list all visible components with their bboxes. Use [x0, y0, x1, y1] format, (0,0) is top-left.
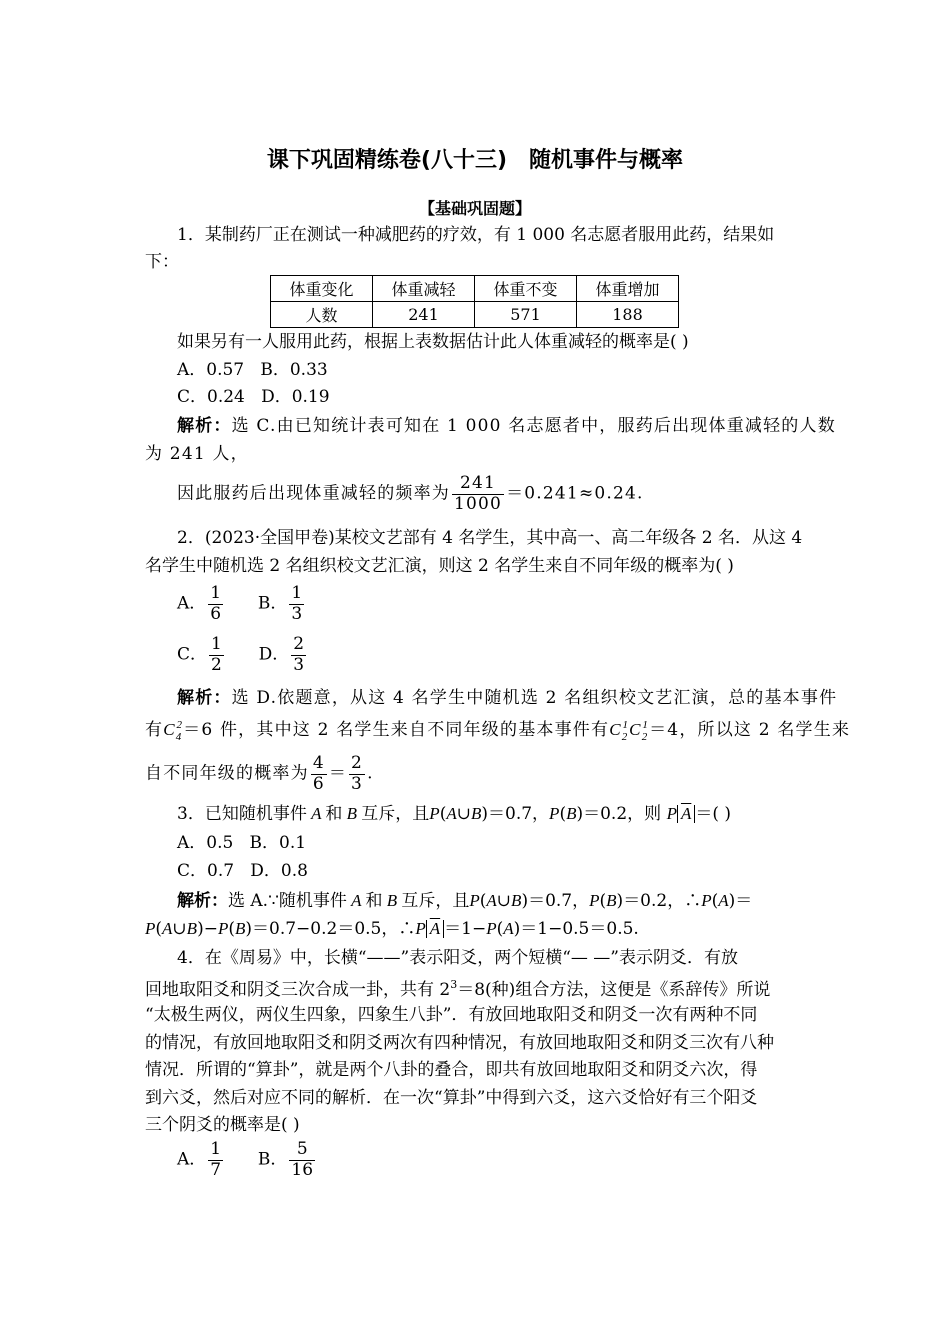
- solution-label: 解析：: [177, 891, 228, 911]
- option-b: B．: [257, 593, 288, 614]
- table-cell: 人数: [271, 302, 373, 328]
- q1-question: 如果另有一人服用此药，根据上表数据估计此人体重减轻的概率是( ): [177, 332, 689, 352]
- page-title: 课下巩固精练卷(八十三) 随机事件与概率: [266, 148, 684, 173]
- fraction: $\frac{1}{6}$: [210, 583, 222, 624]
- option-c: C．0.24: [177, 387, 245, 407]
- q2-stem-line1: 2．(2023·全国甲卷)某校文艺部有 4 名学生，其中高一、高二年级各 2 名．从这 4: [177, 528, 803, 548]
- q1-options-ab: [177, 362, 328, 379]
- option-b: B．0.1: [249, 833, 307, 853]
- table-header-cell: 体重不变: [475, 276, 577, 302]
- table-header-cell: 体重增加: [577, 276, 679, 302]
- solution-label: 解析：: [177, 688, 232, 708]
- fraction: $\frac{2}{3}$: [293, 634, 305, 675]
- table-cell: 571: [475, 302, 577, 328]
- q1-solution-line3: 因此服药后出现体重减轻的频率为 $\frac{241}{1000}$ ＝0.241≈0.24.: [177, 473, 644, 514]
- fraction: $\frac{1}{3}$: [291, 583, 303, 624]
- table-header-cell: 体重变化: [271, 276, 373, 302]
- option-d: D．0.8: [250, 861, 308, 881]
- option-b: B．0.33: [260, 360, 328, 380]
- q3-options-ab: [177, 835, 306, 852]
- q1-options-cd: [177, 389, 330, 406]
- fraction: $\frac{1}{2}$: [211, 634, 222, 675]
- q4-line4: 的情况，有放回地取阳爻和阴爻两次有四种情况，有放回地取阳爻和阴爻三次有八种: [145, 1033, 774, 1053]
- q2-options-ab: [177, 584, 306, 624]
- q1-stem-line1: 1．某制药厂正在测试一种减肥药的疗效，有 1 000 名志愿者服用此药，结果如: [177, 225, 775, 245]
- combination-formula: $C_2^1C_2^1$: [609, 719, 650, 743]
- q4-line1: 4．在《周易》中，长横“——”表示阳爻，两个短横“— —”表示阴爻．有放: [177, 948, 738, 968]
- option-a: A．0.57: [177, 360, 245, 380]
- q4-line5: 情况．所谓的“算卦”，就是两个八卦的叠合，即共有放回地取阳爻和阴爻六次，得: [145, 1060, 758, 1080]
- option-d: D．: [258, 644, 290, 665]
- table-cell: 188: [577, 302, 679, 328]
- fraction: $\frac{1}{7}$: [210, 1139, 222, 1180]
- q1-solution-line1: 解析：选 C.由已知统计表可知在 1 000 名志愿者中，服药后出现体重减轻的人数: [177, 416, 836, 436]
- q2-solution-line1: 解析：选 D.依题意，从这 4 名学生中随机选 2 名组织校文艺汇演，总的基本事件: [177, 688, 838, 708]
- combination-formula: $C_4^2$: [163, 719, 184, 743]
- option-b: B．: [257, 1149, 288, 1170]
- option-d: D．0.19: [261, 387, 330, 407]
- option-a: A．: [177, 1149, 207, 1170]
- option-a: A．0.5: [177, 833, 234, 853]
- fraction: $\frac{241}{1000}$: [454, 473, 503, 514]
- q4-line6: 到六爻，然后对应不同的解析．在一次“算卦”中得到六爻，这六爻恰好有三个阳爻: [145, 1088, 758, 1108]
- option-c: C．: [177, 644, 208, 665]
- q1-solution-line2: 为 241 人，: [145, 444, 249, 464]
- q2-options-cd: [177, 635, 308, 675]
- q2-solution-line3: 自不同年级的概率为 $\frac{4}{6}$ ＝ $\frac{2}{3}$ .: [145, 753, 374, 794]
- q2-solution-line2: 有$C_4^2=6$ 件，其中这 2 名学生来自不同年级的基本事件有$C_2^1C_2^1=4$，所以这 2 名学生来: [145, 719, 851, 743]
- section-heading: 【基础巩固题】: [418, 199, 531, 218]
- q3-options-cd: [177, 863, 308, 880]
- q4-line7: 三个阴爻的概率是( ): [145, 1115, 300, 1135]
- fraction: $\frac{2}{3}$: [351, 753, 364, 794]
- q1-stem-line2: 下：: [145, 252, 179, 272]
- q4-options-ab: [177, 1140, 317, 1180]
- table-cell: 241: [373, 302, 475, 328]
- option-c: C．0.7: [177, 861, 235, 881]
- table-row: [271, 302, 679, 328]
- fraction: $\frac{4}{6}$: [312, 753, 325, 794]
- solution-label: 解析：: [177, 416, 232, 436]
- table-header-cell: 体重减轻: [373, 276, 475, 302]
- q4-line3: “太极生两仪，两仪生四象，四象生八卦”．有放回地取阳爻和阴爻一次有两种不同: [145, 1005, 758, 1025]
- q4-line2: 回地取阳爻和阴爻三次合成一卦，共有 $2^3=8$(种)组合方法，这便是《系辞传》所说: [145, 978, 771, 1000]
- option-a: A．: [177, 593, 207, 614]
- q2-stem-line2: 名学生中随机选 2 名组织校文艺汇演，则这 2 名学生来自不同年级的概率为( ): [145, 556, 734, 576]
- q1-data-table: [270, 275, 679, 328]
- q3-solution-line1: 解析：选 A.∵随机事件 A 和 B 互斥，且P(A∪B)＝0.7，P(B)＝0.2，∴P(A)＝: [177, 891, 753, 911]
- q3-stem: 3．已知随机事件 A 和 B 互斥，且P(A∪B)＝0.7，P(B)＝0.2，则 P $\overline{A}$ ＝( ): [177, 804, 732, 824]
- fraction: $\frac{5}{16}$: [291, 1139, 314, 1180]
- table-header-row: [271, 276, 679, 302]
- q3-solution-line2: P(A∪B)−P(B)＝0.7−0.2＝0.5，∴P $\overline{A} =1-P(A)=1-0.5=0.5$.: [145, 919, 639, 939]
